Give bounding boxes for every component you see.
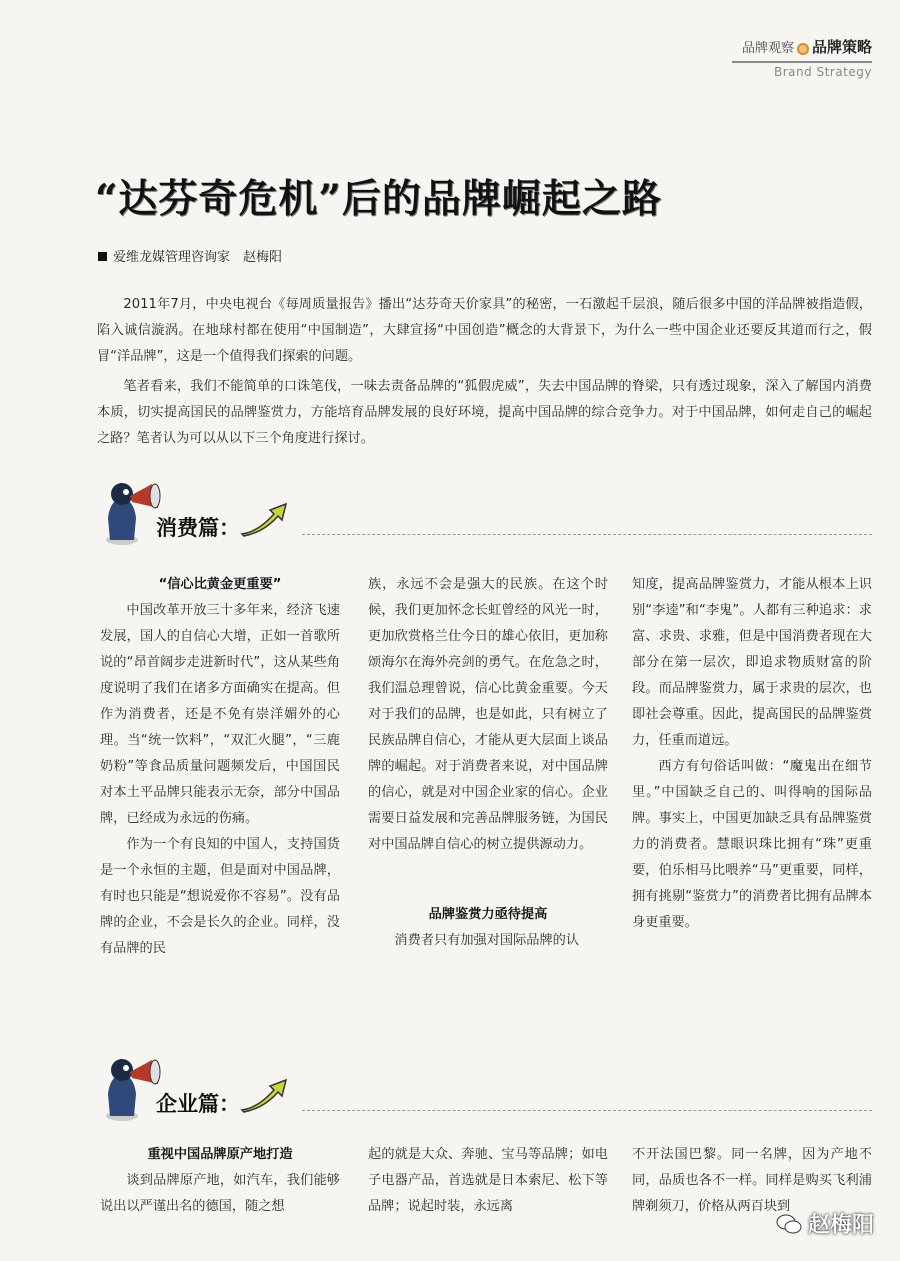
intro-paragraph: 笔者看来，我们不能简单的口诛笔伐，一味去责备品牌的“狐假虎威”，失去中国品牌的脊梁，只有透过现象，深入了解国内消费本质，切实提高国民的品牌鉴赏力，方能培育品牌发展的良好环境，提高中国品牌的综合竞争力。对于中国品牌，如何走自己的崛起之路？笔者认为可以从以下三个角度进行探讨。	[97, 379, 872, 446]
watermark	[776, 1208, 874, 1239]
watermark-text: 赵梅阳	[807, 1213, 874, 1238]
paragraph: 族，永远不会是强大的民族。在这个时候，我们更加怀念长虹曾经的风光一时，更加欣赏格兰仕今日的雄心依旧，更加称颂海尔在海外亮剑的勇气。在危急之时，我们温总理曾说，信心比黄金重要。今天对于我们的品牌，也是如此，只有树立了民族品牌自信心，才能从更大层面上谈品牌的崛起。对于消费者来说，对中国品牌的信心，就是对中国企业家的信心。企业需要日益发展和完善品牌服务链，为国民对中国品牌自信心的树立提供源动力。	[368, 577, 608, 852]
paragraph: 西方有句俗话叫做：“魔鬼出在细节里。”中国缺乏自己的、叫得响的国际品牌。事实上，中国更加缺乏具有品牌鉴赏力的消费者。慧眼识珠比拥有“珠”更重要，伯乐相马比喂养“马”更重要，同样，拥有挑剔“鉴赏力”的消费者比拥有品牌本身更重要。	[632, 759, 872, 930]
column-1b	[100, 1142, 340, 1220]
section-label: 消费篇：	[156, 515, 240, 540]
page-header	[732, 36, 872, 79]
dashed-rule	[302, 1110, 872, 1111]
megaphone-mascot-icon	[100, 1054, 164, 1124]
header-english: Brand Strategy	[774, 65, 872, 79]
byline-text: 爱维龙媒管理咨询家 赵梅阳	[113, 250, 283, 265]
section-banner-enterprise	[100, 1054, 880, 1134]
subheading: “信心比黄金更重要”	[158, 577, 282, 592]
paragraph: 起的就是大众、奔驰、宝马等品牌；如电子电器产品，首选就是日本索尼、松下等品牌；说起时装，永远离	[368, 1147, 608, 1214]
column-3	[632, 572, 872, 936]
paragraph: 作为一个有良知的中国人，支持国货是一个永恒的主题，但是面对中国品牌，有时也只能是“想说爱你不容易”。没有品牌的企业，不会是长久的企业。同样，没有品牌的民	[100, 837, 340, 956]
arrow-icon	[240, 1078, 288, 1114]
subheading: 品牌鉴赏力亟待提高	[428, 907, 548, 922]
header-rule	[732, 61, 872, 63]
header-category: 品牌策略	[811, 38, 872, 56]
section-label: 企业篇：	[156, 1091, 240, 1116]
column-1	[100, 572, 340, 962]
paragraph: 消费者只有加强对国际品牌的认	[394, 933, 580, 948]
paragraph: 不开法国巴黎。同一名牌，因为产地不同，品质也各不一样。同样是购买飞利浦牌剃须刀，价格从两百块到	[632, 1147, 872, 1214]
byline	[98, 246, 282, 265]
header-section: 品牌观察	[741, 41, 794, 56]
paragraph: 中国改革开放三十多年来，经济飞速发展，国人的自信心大增，正如一首歌所说的“昂首阔步走进新时代”，这从某些角度说明了我们在诸多方面确实在提高。但作为消费者，还是不免有崇洋媚外的心理。当“统一饮料”，“双汇火腿”，“三鹿奶粉”等食品质量问题频发后，中国国民对本土平品牌只能表示无奈，部分中国品牌，已经成为永远的伤痛。	[100, 603, 340, 826]
square-bullet-icon	[98, 252, 107, 261]
dashed-rule	[302, 534, 872, 535]
section-banner-consumer	[100, 478, 880, 558]
column-2b	[368, 1142, 608, 1220]
subheading: 重视中国品牌原产地打造	[147, 1147, 293, 1162]
paragraph: 知度，提高品牌鉴赏力，才能从根本上识别“李逵”和“李鬼”。人都有三种追求：求富、求贵、求雅，但是中国消费者现在大部分在第一层次，即追求物质财富的阶段。而品牌鉴赏力，属于求贵的层次，也即社会尊重。因此，提高国民的品牌鉴赏力，任重而道远。	[632, 577, 872, 748]
wechat-icon	[776, 1213, 802, 1235]
arrow-icon	[240, 502, 288, 538]
header-line	[732, 36, 872, 57]
paragraph: 谈到品牌原产地，如汽车，我们能够说出以严谨出名的德国，随之想	[100, 1173, 340, 1214]
intro	[97, 292, 872, 456]
megaphone-mascot-icon	[100, 478, 164, 548]
bullet-icon	[797, 43, 809, 55]
column-2	[368, 572, 608, 954]
article-title: “达芬奇危机”后的品牌崛起之路	[95, 176, 662, 222]
intro-paragraph: 2011年7月，中央电视台《每周质量报告》播出“达芬奇天价家具”的秘密，一石激起千层浪，随后很多中国的洋品牌被指造假，陷入诚信漩涡。在地球村都在使用“中国制造”，大肆宣扬“中国创造”概念的大背景下，为什么一些中国企业还要反其道而行之，假冒“洋品牌”，这是一个值得我们探索的问题。	[97, 297, 872, 364]
